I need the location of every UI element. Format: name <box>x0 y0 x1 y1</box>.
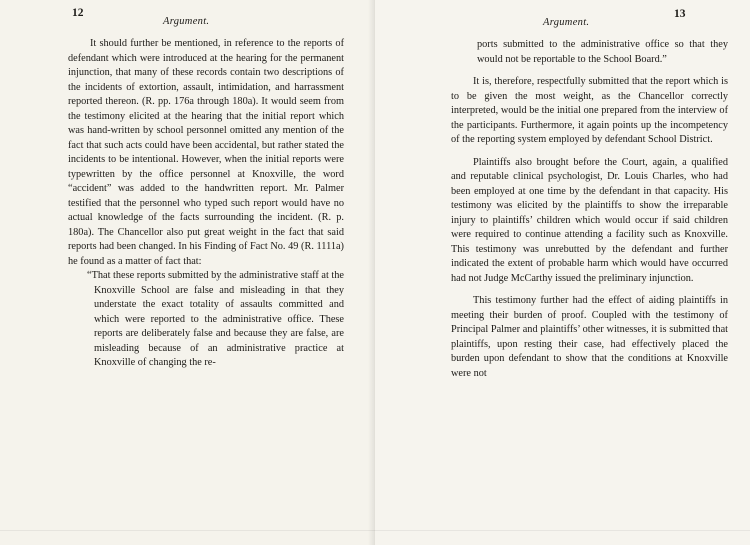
right-page <box>375 0 750 545</box>
block-quote: “That these reports submitted by the administrative staff at the Knoxville School are false and misleading in that they understate the exact totality of assaults committed and which were reported to the administrative office. These reports are deliberately false and because they are false, are misleading because of an administrative practice at Knoxville of changing the re- <box>87 270 344 368</box>
body-paragraph: This testimony further had the effect of aiding plaintiffs in meeting their burden of proof. Coupled with the testimony of Principal Palmer and plaintiffs’ other witnesses, it is submitted that plaintiffs, upon resting their case, had effectively placed the burden upon defendant to show that the conditions at Knoxville were not <box>451 295 728 379</box>
block-quote-continued: ports submitted to the administrative office so that they would not be reportable to the School Board.” <box>477 39 728 65</box>
page-number: 12 <box>72 7 84 19</box>
page-bottom-shadow <box>0 530 750 531</box>
body-paragraph: Plaintiffs also brought before the Court, again, a qualified and reputable clinical psychologist, Dr. Louis Charles, who had been employed at one time by the defendant in that capacity. His testimony was elicited by the plaintiffs to show the irreparable injury to plaintiffs’ children which would occur if said children were required to continue attending a facility such as Knoxville. This testimony was unrebutted by the defendant and further indicated the extent of probable harm which would have occurred had not Judge McCarthy issued the preliminary injunction. <box>451 156 728 284</box>
body-paragraph: It should further be mentioned, in reference to the reports of defendant which were introduced at the hearing for the permanent injunction, that many of these records contain two descriptions of the incidents of extortion, assault, intimidation, and harrassment reported thereon. (R. pp. 176a through 180a). It would seem from the testimony elicited at the hearing that the initial report which was hand-written by school personnel omitted any mention of the fact that such acts could have been accidental, but rather stated the incidents to be intentional. However, when the initial reports were typewritten by the office personnel at Knoxville, the word “accident” was added to the handwritten report. Mr. Palmer testified that the personnel who typed such report would have no actual knowledge of the facts surrounding the incident. (R. p. 180a). The Chancellor also put great weight in the fact that said reports had been changed. In his Finding of Fact No. 49 (R. 1111a) he found as a matter of fact that: <box>68 38 344 267</box>
body-paragraph: It is, therefore, respectfully submitted that the report which is to be given the most weight, as the Chancellor correctly interpreted, would be the initial one prepared from the interview of the participants. Furthermore, it again points up the incompetency of the reporting system employed by defendant School District. <box>451 76 728 145</box>
page-number: 13 <box>674 8 686 20</box>
left-column <box>68 37 344 371</box>
running-head: Argument. <box>543 17 590 28</box>
running-head: Argument. <box>163 16 210 27</box>
right-column <box>451 38 728 381</box>
